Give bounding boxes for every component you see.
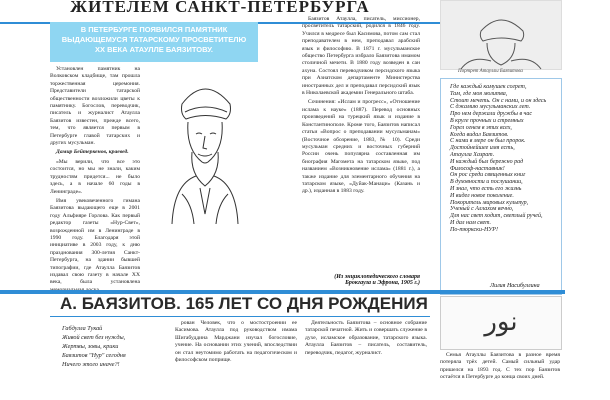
poem-line: Ученый с Аллахом вечно, [450, 206, 514, 213]
bottom-poem-author: Габдулла Тукай [62, 325, 103, 332]
poem-line: С джамию мусульманских лет. [450, 104, 531, 111]
page-headline: ЖИТЕЛЕМ САНКТ-ПЕТЕРБУРГА [0, 0, 440, 24]
poem-line: Стоит мечеть. Он с нами, и он здесь [450, 97, 547, 104]
poem-line: Жертвы, зовы, крики [62, 343, 119, 350]
announcement-line: XX ВЕКА АТАУЛЛЕ БАЯЗИТОВУ. [94, 45, 214, 54]
section-title: А. БАЯЗИТОВ. 165 ЛЕТ СО ДНЯ РОЖДЕНИЯ [60, 294, 428, 313]
poem-line: Живой свет без нужды, [62, 334, 126, 341]
poem-line: Покоритель мировых культур, [450, 199, 529, 206]
page-margin [565, 0, 610, 400]
poem-line: Для нас свет ходит, светлый ручей, [450, 213, 543, 220]
article-right-column [302, 16, 420, 286]
poem-line: Когда видал Баязитов. [450, 131, 509, 138]
article-paragraph: Сочинения: «Ислам и прогресс», «Отношение ислама к науке» (1887). Перевод основных произведений на турецкий язык и издание в Константинополе. Кроме того, Баязитов написал статьи «Вопрос о преподавании мусульманам» (Восточное обозрение, 1883, № 10). Среди мусульман средних и восточных губерний России очень популярна составленная им биография Магомета на татарском языке, под названием «Возникновение ислама» (1881 г.), а также издание для элементарного обучения на татарском языке, «Дуйак-Манаци» (Казань и др.), изданная в 1883 году. [302, 99, 420, 195]
poem-line: Философ-наставник! [450, 165, 505, 172]
poem-author: Лилия Насибуллина [490, 283, 540, 289]
poem-line: Про нем держали дружбы в час [450, 111, 533, 118]
bottom-article-column-3 [440, 352, 560, 400]
poem-line: И знал, что есть его жизнь [450, 185, 522, 192]
poem-line: Там, где моя молитва, [450, 90, 508, 97]
poem [450, 84, 560, 234]
article-paragraph: Семья Атауллы Баязитова в разное время потеряла трёх детей. Самый сильный удар пришелся на 1893 год. С тех пор Баязитов остаётся в Петербурге до конца своих дней. [440, 352, 560, 381]
poem-line: Ничего этого иначе?! [62, 361, 120, 368]
article-paragraph: Деятельность Баязитова – основное собрание татарской печатной. Жить и совершать служение в духе, исламское образование, татарского языка. Атаулла Баязитов – писатель, составитель, переводчик, педагог, журналист. [305, 320, 427, 356]
poem-line: Горел огнем в этих всех, [450, 124, 512, 131]
poem-line: С нами в мере он был пророк. [450, 138, 526, 145]
article-paragraph: Дамир Бейтеркенов, краевед. [56, 149, 129, 156]
poem-line: По-тюркски-НУР! [450, 226, 498, 233]
poem-line: И видел новое поколение. [450, 192, 514, 199]
poem-line: Он рос среди священных книг [450, 172, 526, 179]
portrait-photo [440, 0, 562, 70]
masthead-title: نور [484, 307, 518, 337]
poem-line: Атаулла Хазрат. [450, 151, 495, 158]
poem-line: В духовности и послушании, [450, 179, 523, 186]
bottom-article-column-1 [175, 320, 297, 400]
article-paragraph: «Мы верили, что все это состоится, но мы не знали, каким трудностям придется... не было здесь, а в начале 60 годы в Ленинграде». [50, 158, 140, 195]
newspaper-masthead [440, 296, 562, 350]
article-paragraph: рован Человек, что о мостостроении ее Касимова. Атаулла под руководством имама Шигабуддина Марджани изучал богословие, учение. На основании этих учений, впоследствии он стал неутомимо работать на педагогическом и философском поприще. [175, 320, 297, 364]
poem-line: Достойнейшее имя есть, [450, 145, 515, 152]
article-paragraph: Имя увековеченного гимана Баязитова выдающего еще в 2001 году Альфияре Горлова. Как первый редактор газеты «Нур-Свет», возрожденной им в Ленинграде в 1990 году. Благодаря этой инициативе в 2003 году, к дню празднования 300-летия Санкт-Петербурга, на здании бывшей типографии, где Атаулла Баязитов издавал свою газету в начале XX века, была установлена [50, 197, 140, 286]
photo-caption: Портрет Атауллы Баязитова [458, 69, 523, 74]
bottom-poem [62, 324, 152, 369]
article-paragraph: Установлен памятник на Волковском кладбище, там прошла торжественная церемония. Представители татарской общественности возложили цветы к памятнику. Богослов, переводчик, писатель и журналист Атаулла Баязитов известен, прежде всего, тем, что является первым в Петербурге главой татарских и других мусульман. [50, 66, 140, 147]
portrait-sketch [152, 64, 258, 224]
announcement-line: В ПЕТЕРБУРГЕ ПОЯВИЛСЯ ПАМЯТНИК [80, 25, 228, 34]
announcement-box [50, 22, 258, 62]
announcement-line: ВЫДАЮЩЕМУСЯ ТАТАРСКОМУ ПРОСВЕТИТЕЛЮ [61, 35, 247, 44]
poem-line: И каждый был бережно рад [450, 158, 524, 165]
article-left-column [50, 66, 140, 286]
article-paragraph: Баязитов Атаулла, писатель, миссионер, просветитель татарский, родился в 1846 году. Учился в медресе был Касимова, потом сам стал преподавателем в нем, преподавал арабский язык и философию. В 1871 г. мусульманское общество Петербурга избрало Баязитова имамом столичной мечети. В 1880 году возведен в сан ахуна. Состоял переводчиком персидского языка при Азиатском департаменте Министерства иностранных дел и преподавал персидский язык в Николаевской академии Генерального штаба. [302, 16, 420, 97]
poem-line: В круге прочных и стремных [450, 117, 524, 124]
poem-line: И дал нам свет. [450, 219, 492, 226]
bottom-article-column-2 [305, 320, 427, 400]
poem-line: Где каждый камушек согрет, [450, 84, 527, 90]
poem-line: Баязитов "Нур" сегодня [62, 352, 126, 359]
section-rule [50, 316, 430, 317]
source-credit: (Из энциклопедического словаря Брокгауза и Эфрона, 1905 г.) [334, 274, 420, 286]
